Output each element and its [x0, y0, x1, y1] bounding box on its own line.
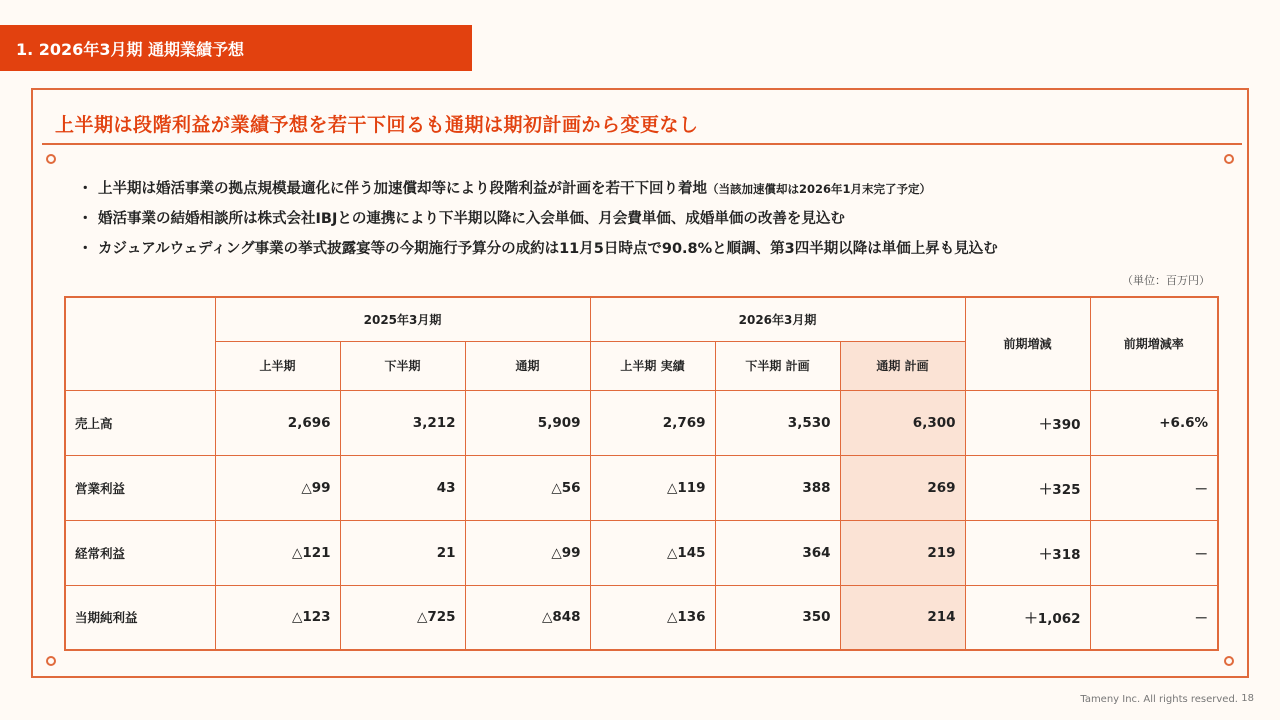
headline-divider	[42, 143, 1242, 145]
bullet-note: （当該加速償却は2026年1月末完了予定）	[707, 182, 932, 196]
table-cell: 388	[715, 455, 840, 520]
frame-corner-dot	[46, 656, 56, 666]
table-cell: △136	[590, 585, 715, 650]
table-cell: －	[1090, 520, 1218, 585]
table-cell: 5,909	[465, 390, 590, 455]
table-cell: －	[1090, 455, 1218, 520]
table-cell: 364	[715, 520, 840, 585]
forecast-table	[64, 296, 1219, 651]
frame-corner-dot	[1224, 154, 1234, 164]
table-cell: △145	[590, 520, 715, 585]
row-label: 売上高	[65, 390, 215, 455]
bullet-marker: ・	[78, 181, 93, 197]
bullet-text: カジュアルウェディング事業の挙式披露宴等の今期施行予算分の成約は11月5日時点で90.8%と順調、第3四半期以降は単価上昇も見込む	[98, 241, 998, 257]
bullet-text: 婚活事業の結婚相談所は株式会社IBJとの連携により下半期以降に入会単価、月会費単価、成婚単価の改善を見込む	[98, 211, 845, 227]
section-title: 1. 2026年3月期 通期業績予想	[0, 25, 472, 71]
bullet-marker: ・	[78, 241, 93, 257]
bullet-marker: ・	[78, 211, 93, 227]
group-header-fy2025: 2025年3月期	[215, 297, 590, 341]
table-cell: △848	[465, 585, 590, 650]
row-label: 経常利益	[65, 520, 215, 585]
group-header-fy2026: 2026年3月期	[590, 297, 965, 341]
table-cell-highlighted: 214	[840, 585, 965, 650]
col-header-highlighted: 通期 計画	[840, 341, 965, 390]
table-cell: 3,212	[340, 390, 465, 455]
bullet-item	[78, 176, 998, 206]
row-label: 営業利益	[65, 455, 215, 520]
table-cell: ＋1,062	[965, 585, 1090, 650]
table-cell-highlighted: 219	[840, 520, 965, 585]
frame-corner-dot	[46, 154, 56, 164]
col-header-yoy-rate: 前期増減率	[1090, 297, 1218, 390]
table-row	[65, 390, 1218, 455]
col-header-yoy-change: 前期増減	[965, 297, 1090, 390]
table-cell: △99	[465, 520, 590, 585]
table-cell: 2,769	[590, 390, 715, 455]
table-row	[65, 585, 1218, 650]
table-row	[65, 455, 1218, 520]
table-cell: 43	[340, 455, 465, 520]
table-corner-cell	[65, 297, 215, 390]
row-label: 当期純利益	[65, 585, 215, 650]
col-header: 上半期	[215, 341, 340, 390]
table-cell: △121	[215, 520, 340, 585]
col-header: 下半期	[340, 341, 465, 390]
unit-note: （単位：百万円）	[1122, 274, 1210, 287]
table-cell: +6.6%	[1090, 390, 1218, 455]
bullet-text: 上半期は婚活事業の拠点規模最適化に伴う加速償却等により段階利益が計画を若干下回り着地	[98, 181, 707, 197]
table-row	[65, 520, 1218, 585]
bullet-item	[78, 206, 998, 236]
table-cell: △123	[215, 585, 340, 650]
page-number: 18	[1241, 693, 1254, 704]
table-cell: 350	[715, 585, 840, 650]
table-cell: ＋325	[965, 455, 1090, 520]
table-cell: ＋390	[965, 390, 1090, 455]
table-cell: △56	[465, 455, 590, 520]
bullet-list	[78, 176, 998, 266]
frame-corner-dot	[1224, 656, 1234, 666]
table-cell: －	[1090, 585, 1218, 650]
table-cell: △99	[215, 455, 340, 520]
table-cell: 21	[340, 520, 465, 585]
table-cell-highlighted: 6,300	[840, 390, 965, 455]
table-cell: △725	[340, 585, 465, 650]
table-cell: ＋318	[965, 520, 1090, 585]
table-cell: △119	[590, 455, 715, 520]
copyright-footer: Tameny Inc. All rights reserved.	[1080, 694, 1238, 705]
col-header: 通期	[465, 341, 590, 390]
col-header: 上半期 実績	[590, 341, 715, 390]
table-cell: 2,696	[215, 390, 340, 455]
bullet-item	[78, 236, 998, 266]
headline: 上半期は段階利益が業績予想を若干下回るも通期は期初計画から変更なし	[55, 114, 699, 136]
table-cell-highlighted: 269	[840, 455, 965, 520]
col-header: 下半期 計画	[715, 341, 840, 390]
table-cell: 3,530	[715, 390, 840, 455]
